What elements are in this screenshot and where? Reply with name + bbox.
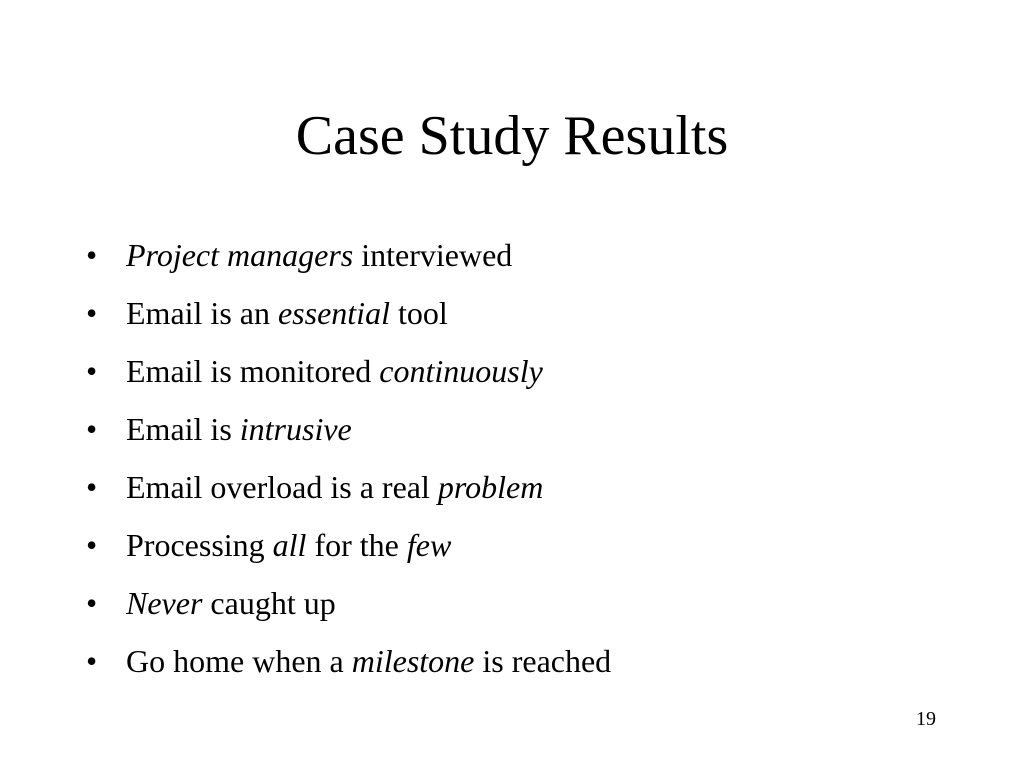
bullet-icon: • (86, 237, 98, 273)
bullet-item (80, 284, 611, 342)
bullet-text-emphasis: Never (126, 585, 203, 621)
bullet-list (80, 226, 611, 690)
bullet-text: is reached (474, 643, 612, 679)
page-number: 19 (916, 708, 936, 730)
bullet-item (80, 516, 611, 574)
slide-title: Case Study Results (295, 105, 729, 167)
bullet-item (80, 632, 611, 690)
bullet-item (80, 400, 611, 458)
bullet-text-emphasis: continuously (379, 353, 543, 389)
bullet-text: interviewed (353, 237, 513, 273)
bullet-icon: • (86, 643, 98, 679)
bullet-text: Processing (126, 527, 273, 563)
bullet-icon: • (86, 585, 98, 621)
bullet-item (80, 226, 611, 284)
bullet-text-emphasis: few (406, 527, 452, 563)
bullet-item (80, 574, 611, 632)
bullet-text: for the (306, 527, 407, 563)
bullet-text-emphasis: all (272, 527, 307, 563)
bullet-icon: • (86, 527, 98, 563)
bullet-text-emphasis: Project managers (126, 237, 354, 273)
bullet-text: caught up (202, 585, 336, 621)
bullet-text-emphasis: intrusive (239, 411, 352, 447)
bullet-icon: • (86, 469, 98, 505)
bullet-text: Go home when a (126, 643, 352, 679)
bullet-item (80, 342, 611, 400)
bullet-text-emphasis: milestone (351, 643, 475, 679)
bullet-item (80, 458, 611, 516)
bullet-text: Email is monitored (126, 353, 380, 389)
bullet-icon: • (86, 295, 98, 331)
bullet-text-emphasis: problem (437, 469, 544, 505)
bullet-icon: • (86, 353, 98, 389)
bullet-text: tool (389, 295, 448, 331)
bullet-text: Email overload is a real (126, 469, 438, 505)
bullet-text-emphasis: essential (277, 295, 390, 331)
bullet-text: Email is an (126, 295, 278, 331)
bullet-icon: • (86, 411, 98, 447)
bullet-text: Email is (126, 411, 240, 447)
